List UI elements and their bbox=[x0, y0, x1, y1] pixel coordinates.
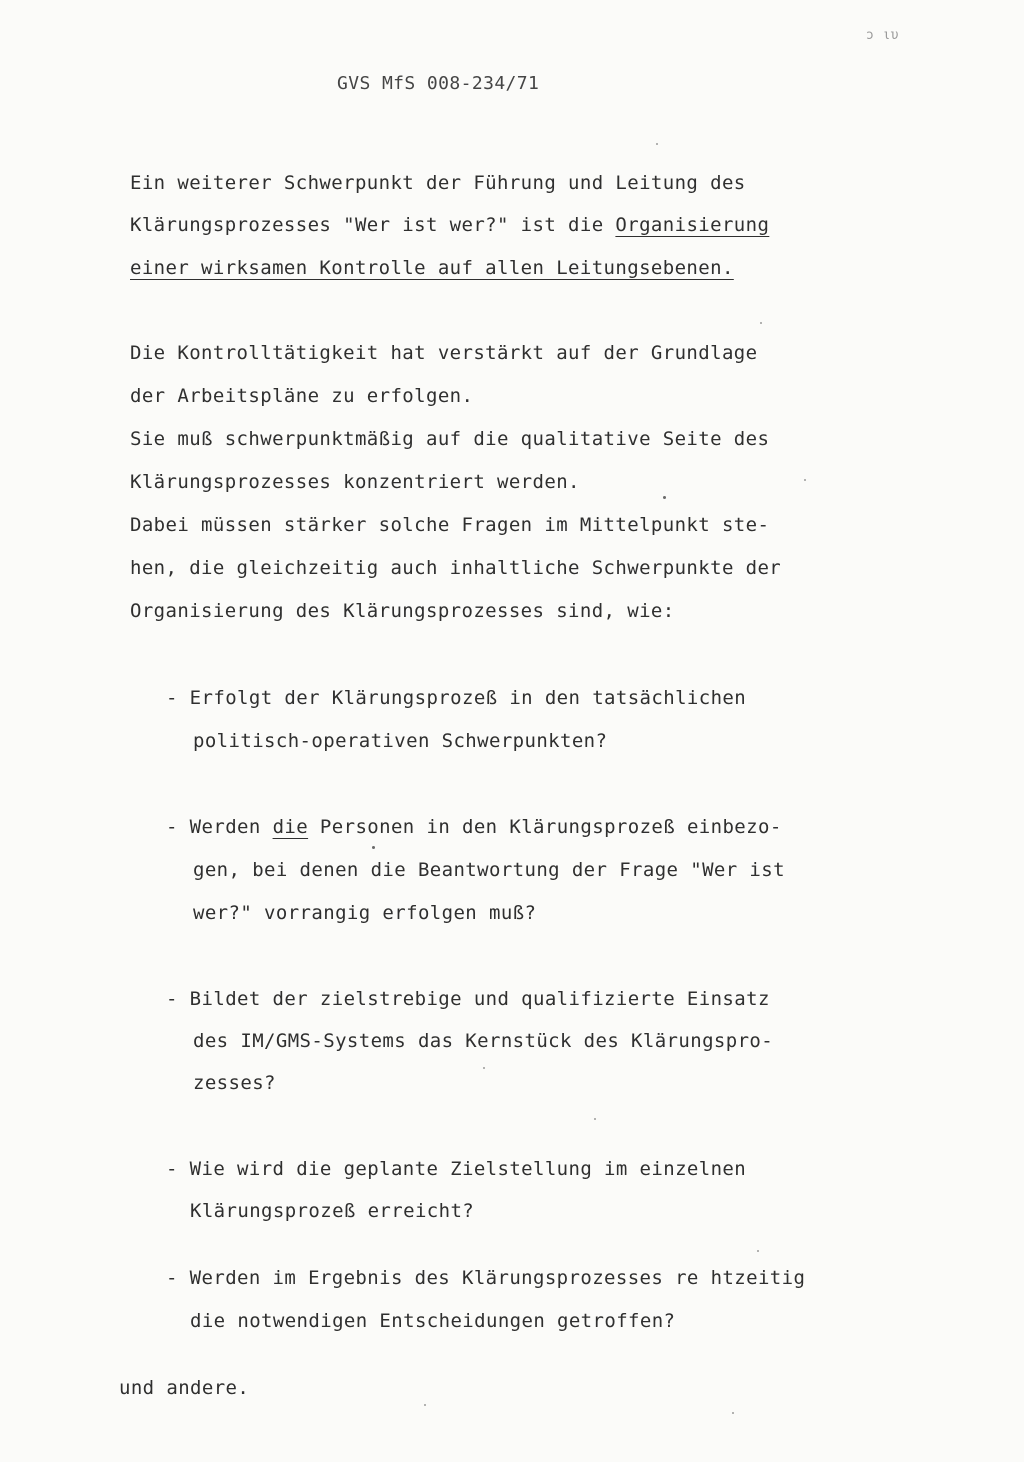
paragraph2-line1: Die Kontrolltätigkeit hat verstärkt auf der Grundlage bbox=[130, 342, 758, 364]
paragraph2-line2: der Arbeitspläne zu erfolgen. bbox=[130, 385, 474, 407]
question2-line1-post: Personen in den Klärungsprozeß einbezo- bbox=[308, 816, 782, 838]
question1-line1: - Erfolgt der Klärungsprozeß in den tatsächlichen bbox=[166, 687, 747, 709]
ink-speck bbox=[372, 846, 375, 849]
paragraph2-line5: Dabei müssen stärker solche Fragen im Mittelpunkt ste- bbox=[130, 514, 770, 536]
paragraph1-line2-text: Klärungsprozesses "Wer ist wer?" ist die bbox=[130, 214, 616, 236]
page-corner-mark: ɔ ιυ bbox=[866, 28, 899, 43]
paper-speck bbox=[760, 322, 762, 324]
question1-line2: politisch-operativen Schwerpunkten? bbox=[193, 730, 608, 752]
ink-speck bbox=[663, 496, 666, 499]
paper-speck bbox=[656, 143, 658, 145]
question5-line1: - Werden im Ergebnis des Klärungsprozesses re htzeitig bbox=[166, 1267, 806, 1289]
question3-line1: - Bildet der zielstrebige und qualifizierte Einsatz bbox=[166, 988, 770, 1010]
paragraph1-line2 bbox=[130, 213, 769, 237]
closing-line: und andere. bbox=[119, 1377, 250, 1399]
question4-line1: - Wie wird die geplante Zielstellung im einzelnen bbox=[166, 1158, 747, 1180]
document-reference-code: GVS MfS 008-234/71 bbox=[337, 73, 540, 94]
paragraph2-line3: Sie muß schwerpunktmäßig auf die qualitative Seite des bbox=[130, 428, 770, 450]
question3-line3: zesses? bbox=[193, 1072, 276, 1094]
question4-line2: Klärungsprozeß erreicht? bbox=[190, 1200, 475, 1222]
paragraph1-line1: Ein weiterer Schwerpunkt der Führung und Leitung des bbox=[130, 172, 746, 194]
paragraph2-line7: Organisierung des Klärungsprozesses sind, wie: bbox=[130, 600, 675, 622]
paper-speck bbox=[483, 1067, 485, 1069]
question2-line1-pre: - Werden bbox=[166, 816, 273, 838]
underlined-word-die: die bbox=[272, 816, 309, 838]
question5-line2: die notwendigen Entscheidungen getroffen? bbox=[190, 1310, 676, 1332]
question2-line3: wer?" vorrangig erfolgen muß? bbox=[193, 902, 537, 924]
paper-speck bbox=[804, 479, 806, 481]
underlined-term-organisierung: Organisierung bbox=[615, 214, 770, 236]
paragraph1-line3-underlined: einer wirksamen Kontrolle auf allen Leitungsebenen. bbox=[130, 257, 734, 279]
question2-line2: gen, bei denen die Beantwortung der Frage "Wer ist bbox=[193, 859, 785, 881]
paragraph2-line4: Klärungsprozesses konzentriert werden. bbox=[130, 471, 580, 493]
paper-speck bbox=[732, 1412, 734, 1414]
question2-line1 bbox=[166, 815, 782, 839]
question3-line2: des IM/GMS-Systems das Kernstück des Klärungspro- bbox=[193, 1030, 774, 1052]
paper-speck bbox=[424, 1404, 426, 1406]
paragraph2-line6: hen, die gleichzeitig auch inhaltliche Schwerpunkte der bbox=[130, 557, 782, 579]
paper-speck bbox=[594, 1118, 596, 1120]
paper-speck bbox=[757, 1250, 759, 1252]
